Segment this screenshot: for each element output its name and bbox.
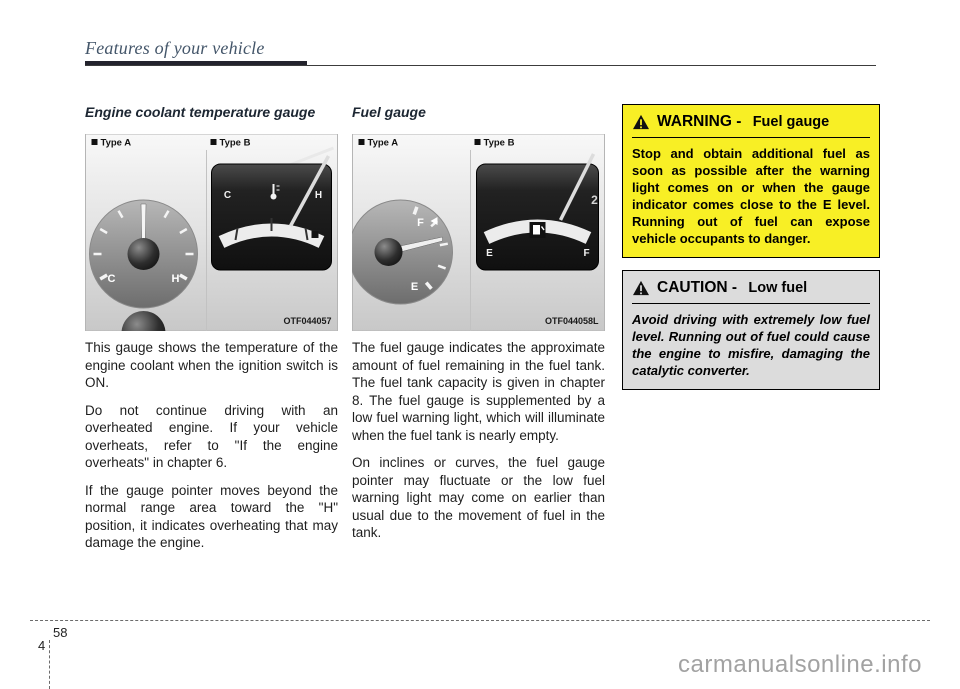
warning-title xyxy=(632,113,870,138)
dial-center-knob xyxy=(128,238,160,270)
column-fuel xyxy=(352,104,605,552)
fuel-gauge-type-b xyxy=(477,154,599,270)
fuel-heading: Fuel gauge xyxy=(352,104,426,120)
type-b-bullet-icon xyxy=(475,139,481,145)
speedometer-digit: 2 xyxy=(591,193,598,207)
caution-triangle-icon xyxy=(632,280,650,296)
column-coolant xyxy=(85,104,338,562)
coolant-paragraph-1: This gauge shows the temperature of the engine coolant when the ignition switch is ON. xyxy=(85,340,338,390)
fuel-gauge-image xyxy=(352,134,605,331)
caution-box xyxy=(622,270,880,390)
figure-code: OTF044057 xyxy=(283,316,332,326)
type-b-label: Type B xyxy=(483,137,515,149)
type-a-bullet-icon xyxy=(359,139,365,145)
band-letter-c: C xyxy=(223,190,232,201)
watermark: carmanualsonline.info xyxy=(678,651,922,678)
coolant-paragraph-2: Do not continue driving with an overheated engine. If your vehicle overheats, refer to "If the engine overheats" in chapter 6. xyxy=(85,402,338,470)
dial-letter-h: H xyxy=(171,273,180,285)
hot-zone-marker xyxy=(312,231,319,238)
dial-letter-f: F xyxy=(417,217,424,229)
chapter-number: 4 xyxy=(38,638,46,653)
coolant-heading: Engine coolant temperature gauge xyxy=(85,104,316,120)
page-title: Features of your vehicle xyxy=(85,38,265,58)
warning-box xyxy=(622,104,880,258)
coolant-gauge-type-b xyxy=(212,148,334,270)
band-letter-e: E xyxy=(486,248,493,259)
footer-divider xyxy=(30,620,930,621)
type-b-label: Type B xyxy=(219,137,251,149)
column-notices xyxy=(622,104,880,402)
figure-code: OTF044058L xyxy=(544,316,599,326)
fuel-paragraph-1: The fuel gauge indicates the approximate amount of fuel remaining in the fuel tank. The fuel tank capacity is given in chapter 8. The fuel gauge is supplemented by a low fuel warning light, which will illuminate when the fuel tank is nearly empty. xyxy=(352,340,605,443)
fuel-paragraph-2: On inclines or curves, the fuel gauge pointer may fluctuate or the low fuel warning light may come on earlier than usual due to the movement of fuel in the tank. xyxy=(352,455,605,540)
page-number-block xyxy=(36,623,96,689)
type-a-label: Type A xyxy=(100,137,132,149)
band-letter-h: H xyxy=(314,190,323,201)
type-b-bullet-icon xyxy=(211,139,217,145)
fuel-figure xyxy=(352,134,605,331)
caution-label: CAUTION - xyxy=(657,279,742,296)
warning-label: WARNING - xyxy=(657,113,746,130)
warning-body: Stop and obtain additional fuel as soon as possible after the warning light comes on or when the gauge indicator comes close to the E level. Running out of fuel can expose vehicle occupants to danger. xyxy=(632,146,870,246)
coolant-figure xyxy=(85,134,338,331)
coolant-paragraph-3: If the gauge pointer moves beyond the normal range area toward the "H" position, it indicates overheating that may damage the engine. xyxy=(85,482,338,550)
page-number: 58 xyxy=(53,625,68,640)
type-a-bullet-icon xyxy=(92,139,98,145)
header-rule-thin xyxy=(85,65,876,66)
caution-title xyxy=(632,279,870,304)
warning-subject: Fuel gauge xyxy=(752,114,830,130)
footer-vertical-rule xyxy=(49,640,50,689)
caution-subject: Low fuel xyxy=(748,280,808,296)
dial-center-knob xyxy=(375,238,403,266)
fuel-dial-type-a xyxy=(352,200,453,304)
type-a-label: Type A xyxy=(367,137,399,149)
warning-triangle-icon xyxy=(632,114,650,130)
band-letter-f: F xyxy=(583,248,590,259)
coolant-gauge-image xyxy=(85,134,338,331)
dial-letter-c: C xyxy=(107,273,116,285)
fuel-pump-icon xyxy=(530,222,546,238)
caution-body: Avoid driving with extremely low fuel level. Running out of fuel could cause the engine to misfire, damaging the catalytic converter. xyxy=(632,312,870,378)
dial-letter-e: E xyxy=(410,281,419,293)
